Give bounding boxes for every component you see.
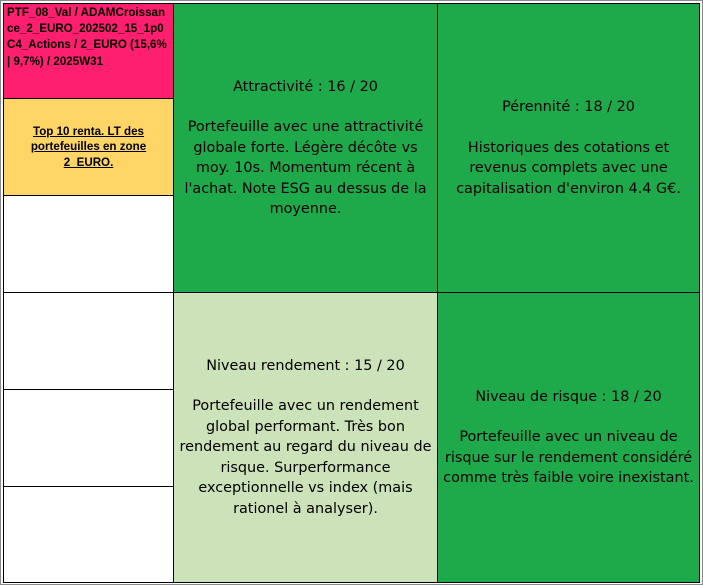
highlight-cell (3, 98, 174, 196)
portfolio-title-cell (3, 3, 174, 99)
perennite-heading: Pérennité : 18 / 20 (502, 99, 635, 115)
rendement-heading: Niveau rendement : 15 / 20 (206, 357, 405, 374)
risque-body: Portefeuille avec un niveau de risque sur le rendement considéré comme très faible voire inexistant. (443, 429, 694, 486)
highlight-text: Top 10 renta. LT des portefeuilles en zone 2_EURO. (30, 124, 147, 169)
rendement-card (173, 292, 438, 583)
attractivite-body: Portefeuille avec une attractivité globale forte. Légère décôte vs moy. 10s. Momentum récent à l'achat. Note ESG au dessus de la moyenne. (184, 119, 427, 217)
attractivite-heading: Attractivité : 16 / 20 (233, 78, 378, 95)
risque-heading: Niveau de risque : 18 / 20 (475, 388, 662, 405)
perennite-body: Historiques des cotations et revenus complets avec une capitalisation d'environ 4.4 G€. (456, 139, 681, 197)
portfolio-title: PTF_08_Val / ADAMCroissance_2_EURO_202502_15_1p0 C4_Actions / 2_EURO (15,6% | 9,7%) / 2025W31 (7, 6, 167, 68)
empty-cell-3 (3, 389, 174, 487)
empty-cell-1 (3, 195, 174, 293)
rendement-body: Portefeuille avec un rendement global performant. Très bon rendement au regard du niveau de risque. Surperformance exceptionnelle vs index (mais rationel à analyser). (179, 398, 432, 517)
empty-cell-4 (3, 486, 174, 583)
empty-cell-2 (3, 292, 174, 390)
attractivite-card (173, 3, 438, 293)
risque-card (437, 292, 700, 583)
perennite-card (437, 3, 700, 293)
